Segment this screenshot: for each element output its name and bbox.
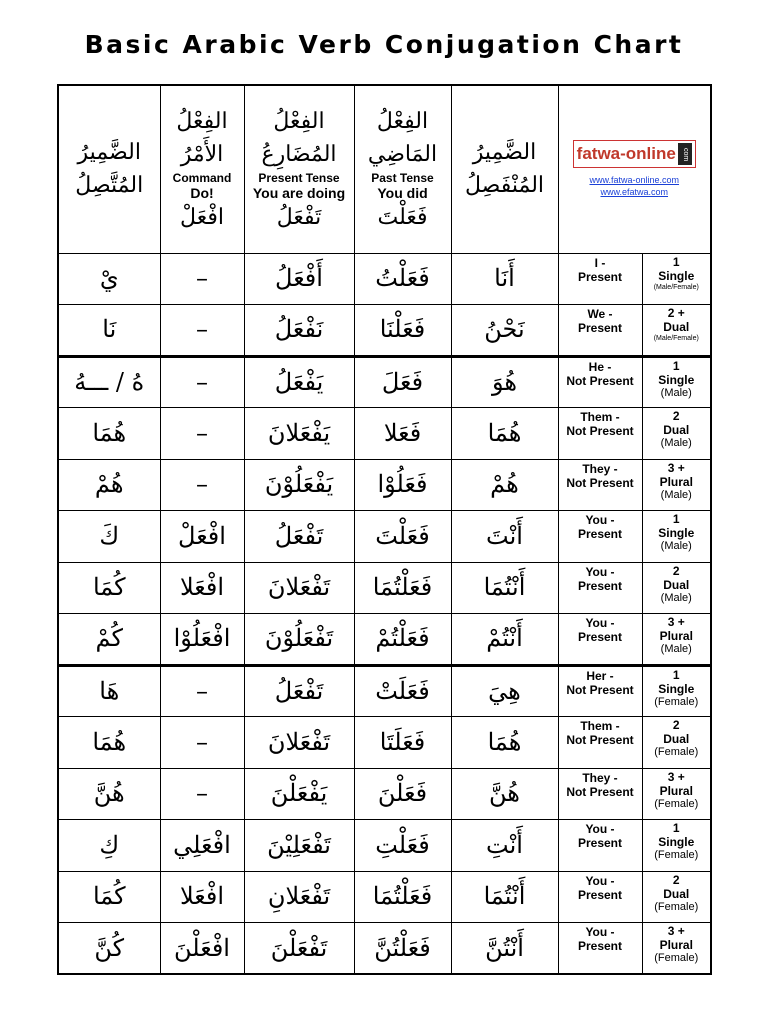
detached-pronoun-cell <box>451 562 558 614</box>
command-cell <box>160 459 244 511</box>
attached-pronoun-cell <box>58 717 160 769</box>
number-cell <box>642 820 711 872</box>
present-cell <box>244 459 354 511</box>
attached-pronoun: هَا <box>99 676 120 705</box>
number-cell <box>642 356 711 408</box>
command-cell <box>160 408 244 460</box>
number-count: 1 <box>672 667 680 682</box>
detached-pronoun: هُوَ <box>491 367 518 396</box>
gender-label: (Male/Female) <box>653 335 699 342</box>
present-form: أَفْعَلُ <box>275 264 323 293</box>
past-cell <box>354 768 451 820</box>
command-form: – <box>196 470 208 499</box>
number-label: Dual <box>663 577 690 592</box>
person-label: He - <box>588 359 612 374</box>
present-form: يَفْعَلانَ <box>267 418 331 447</box>
person-cell <box>558 459 642 511</box>
detached-pronoun: أَنْتَ <box>486 521 523 550</box>
detached-pronoun: أَنْتُمَا <box>483 882 526 911</box>
present-cell <box>244 665 354 717</box>
command-cell <box>160 356 244 408</box>
command-cell <box>160 665 244 717</box>
past-form: فَعَلَتَا <box>379 727 426 756</box>
detached-pronoun-cell <box>451 768 558 820</box>
past-form: فَعَلْتُمْ <box>375 624 430 653</box>
past-cell <box>354 562 451 614</box>
command-form: – <box>196 315 208 344</box>
number-count: 2 <box>672 718 680 732</box>
table-row <box>58 871 711 923</box>
number-cell <box>642 562 711 614</box>
present-form: يَفْعَلُوْنَ <box>264 470 334 499</box>
past-cell <box>354 459 451 511</box>
attached-pronoun: هُمَا <box>92 418 127 447</box>
command-cell <box>160 717 244 769</box>
attached-pronoun-cell <box>58 768 160 820</box>
past-form: فَعَلْتُمَا <box>372 882 433 911</box>
person-cell <box>558 511 642 563</box>
table-row <box>58 768 711 820</box>
present-cell <box>244 356 354 408</box>
person-cell <box>558 768 642 820</box>
person-cell <box>558 356 642 408</box>
number-cell <box>642 871 711 923</box>
person-label: Them - <box>580 410 620 424</box>
command-cell <box>160 253 244 305</box>
gender-label: (Female) <box>654 900 699 913</box>
present-form: تَفْعَلْنَ <box>270 933 328 962</box>
present-cell <box>244 511 354 563</box>
person-label: I - <box>594 255 606 270</box>
detached-pronoun-cell <box>451 511 558 563</box>
present-cell <box>244 408 354 460</box>
past-form: فَعَلْتُ <box>375 264 430 293</box>
fatwa-online-logo <box>573 140 696 168</box>
detached-pronoun-cell <box>451 614 558 666</box>
person-label: They - <box>582 461 618 476</box>
past-cell <box>354 356 451 408</box>
person-cell <box>558 253 642 305</box>
present-form: تَفْعَلِيْنَ <box>267 830 331 859</box>
past-form: فَعَلْتِ <box>375 830 430 859</box>
number-label: Single <box>658 526 695 540</box>
number-label: Plural <box>659 629 693 643</box>
present-form: يَفْعَلْنَ <box>270 779 328 808</box>
person-cell <box>558 923 642 975</box>
past-form: فَعَلَتْ <box>375 676 430 705</box>
attached-pronoun: كُمْ <box>95 624 123 653</box>
attached-pronoun-cell <box>58 305 160 357</box>
command-cell <box>160 562 244 614</box>
header-present-form: تَفْعَلُ <box>276 204 322 230</box>
number-cell <box>642 665 711 717</box>
command-form: – <box>196 418 208 447</box>
number-label: Dual <box>663 886 690 901</box>
present-form: تَفْعَلانِ <box>267 882 331 911</box>
number-label: Single <box>658 681 695 696</box>
detached-pronoun: نَحْنُ <box>484 315 525 344</box>
person-label: They - <box>582 770 618 785</box>
person-label: You - <box>585 513 615 527</box>
attached-pronoun-cell <box>58 923 160 975</box>
person-presence: Present <box>577 321 623 335</box>
detached-pronoun-cell <box>451 923 558 975</box>
header-present-en: Present Tense <box>258 170 340 185</box>
header-past-en: Past Tense <box>371 170 434 185</box>
table-row <box>58 511 711 563</box>
detached-pronoun-cell <box>451 408 558 460</box>
number-label: Dual <box>663 320 690 334</box>
command-form: افْعَلا <box>179 573 225 602</box>
person-label: Them - <box>580 719 620 733</box>
present-cell <box>244 305 354 357</box>
past-cell <box>354 511 451 563</box>
detached-pronoun: أَنَا <box>494 264 515 293</box>
past-form: فَعَلْتُنَّ <box>374 933 431 962</box>
gender-label: (Male) <box>660 540 692 552</box>
number-count: 1 <box>672 821 680 835</box>
past-cell <box>354 408 451 460</box>
number-count: 3 + <box>667 460 685 475</box>
present-cell <box>244 768 354 820</box>
gender-label: (Male/Female) <box>653 283 699 291</box>
number-label: Single <box>658 372 695 387</box>
detached-pronoun-cell <box>451 717 558 769</box>
attached-pronoun: كُمَا <box>92 882 126 911</box>
present-form: تَفْعَلانَ <box>267 573 331 602</box>
command-form: افْعَلا <box>179 882 225 911</box>
person-presence: Not Present <box>566 682 634 697</box>
past-form: فَعَلْنَا <box>379 315 426 344</box>
attached-pronoun: نَا <box>102 315 117 344</box>
table-row <box>58 305 711 357</box>
command-form: – <box>196 264 208 293</box>
command-cell <box>160 923 244 975</box>
past-cell <box>354 871 451 923</box>
gender-label: (Female) <box>654 746 699 758</box>
table-row <box>58 923 711 975</box>
command-form: – <box>196 367 208 396</box>
number-cell <box>642 253 711 305</box>
gender-label: (Female) <box>654 797 699 810</box>
person-presence: Not Present <box>566 784 634 799</box>
person-cell <box>558 562 642 614</box>
command-form: افْعَلِي <box>173 830 231 859</box>
command-form: – <box>196 727 208 756</box>
table-row <box>58 665 711 717</box>
present-form: تَفْعَلانَ <box>267 727 331 756</box>
header-command-ar: الفِعْلُ الأَمْرُ <box>176 108 228 167</box>
attached-pronoun: هُ / ـــهُ <box>74 367 145 396</box>
attached-pronoun: كَ <box>99 521 120 550</box>
person-label: You - <box>585 873 615 888</box>
detached-pronoun-cell <box>451 253 558 305</box>
command-form: – <box>196 676 208 705</box>
past-form: فَعَلْتُمَا <box>372 573 433 602</box>
attached-pronoun-cell <box>58 665 160 717</box>
present-cell <box>244 717 354 769</box>
person-cell <box>558 717 642 769</box>
header-past-en2: You did <box>377 184 428 201</box>
person-presence: Not Present <box>566 373 634 388</box>
gender-label: (Female) <box>654 849 699 861</box>
logo-text: fatwa-online <box>576 144 676 164</box>
header-detached-pronoun <box>451 85 558 253</box>
past-cell <box>354 820 451 872</box>
number-cell <box>642 459 711 511</box>
past-form: فَعَلْتَ <box>375 521 430 550</box>
attached-pronoun-cell <box>58 253 160 305</box>
number-cell <box>642 717 711 769</box>
past-cell <box>354 253 451 305</box>
table-row <box>58 253 711 305</box>
detached-pronoun: أَنْتُمْ <box>486 624 523 653</box>
present-form: تَفْعَلُوْنَ <box>264 624 334 653</box>
page-title: Basic Arabic Verb Conjugation Chart <box>84 30 684 59</box>
detached-pronoun: هِيَ <box>488 676 521 705</box>
detached-pronoun: هُمَا <box>487 727 522 756</box>
number-count: 2 <box>672 409 680 423</box>
past-form: فَعَلْنَ <box>377 779 428 808</box>
past-cell <box>354 614 451 666</box>
person-presence: Not Present <box>566 733 634 747</box>
person-presence: Present <box>577 836 623 850</box>
person-label: Her - <box>586 668 614 683</box>
detached-pronoun-cell <box>451 871 558 923</box>
header-command-en: Command <box>172 170 232 185</box>
present-cell <box>244 923 354 975</box>
header-command-en2: Do! <box>190 184 214 201</box>
number-label: Plural <box>659 938 693 952</box>
command-cell <box>160 871 244 923</box>
table-row <box>58 356 711 408</box>
past-cell <box>354 717 451 769</box>
header-past <box>354 85 451 253</box>
number-count: 3 + <box>667 769 685 784</box>
person-presence: Present <box>577 269 623 284</box>
detached-pronoun: أَنْتِ <box>486 830 523 859</box>
number-label: Dual <box>663 732 690 746</box>
header-command-form: افْعَلْ <box>180 204 224 230</box>
header-present <box>244 85 354 253</box>
past-form: فَعَلَ <box>381 367 424 396</box>
attached-pronoun: هُمْ <box>94 470 124 499</box>
gender-label: (Female) <box>654 952 699 964</box>
attached-pronoun: كُمَا <box>92 573 126 602</box>
command-cell <box>160 614 244 666</box>
gender-label: (Female) <box>654 695 699 708</box>
past-form: فَعَلُوْا <box>377 470 428 499</box>
past-cell <box>354 305 451 357</box>
detached-pronoun-cell <box>451 459 558 511</box>
present-cell <box>244 562 354 614</box>
person-cell <box>558 408 642 460</box>
header-logo-cell <box>558 85 711 253</box>
detached-pronoun-cell <box>451 820 558 872</box>
link-fatwa-online[interactable]: www.fatwa-online.com <box>589 175 680 186</box>
command-form: افْعَلْنَ <box>174 933 230 962</box>
number-count: 1 <box>672 254 680 269</box>
past-cell <box>354 665 451 717</box>
person-presence: Present <box>577 578 623 593</box>
detached-pronoun: أَنْتُنَّ <box>485 933 524 962</box>
header-present-en2: You are doing <box>252 184 346 201</box>
command-cell <box>160 820 244 872</box>
header-past-form: فَعَلْتَ <box>377 204 428 230</box>
number-count: 1 <box>672 512 680 526</box>
table-row <box>58 614 711 666</box>
present-form: يَفْعَلُ <box>274 367 324 396</box>
header-attached-pronoun-text: الضَّمِيرُ المُتَّصِلُ <box>75 140 144 199</box>
person-label: You - <box>585 925 615 939</box>
attached-pronoun-cell <box>58 511 160 563</box>
table-row <box>58 562 711 614</box>
gender-label: (Male) <box>660 386 692 399</box>
person-presence: Not Present <box>566 475 634 490</box>
person-presence: Present <box>577 630 623 644</box>
table-row <box>58 408 711 460</box>
number-cell <box>642 768 711 820</box>
person-label: You - <box>585 564 615 579</box>
number-cell <box>642 408 711 460</box>
attached-pronoun: هُنَّ <box>93 779 125 808</box>
person-presence: Present <box>577 887 623 902</box>
number-count: 1 <box>672 358 680 373</box>
link-efatwa[interactable]: www.efatwa.com <box>600 187 669 198</box>
table-row <box>58 717 711 769</box>
header-command <box>160 85 244 253</box>
present-cell <box>244 871 354 923</box>
person-cell <box>558 305 642 357</box>
attached-pronoun: كِ <box>99 830 120 859</box>
detached-pronoun: هُمَا <box>487 418 522 447</box>
gender-label: (Male) <box>660 643 692 655</box>
attached-pronoun-cell <box>58 459 160 511</box>
present-cell <box>244 253 354 305</box>
detached-pronoun: هُمْ <box>490 470 519 499</box>
number-count: 2 <box>672 563 680 578</box>
present-form: نَفْعَلُ <box>274 315 324 344</box>
number-label: Plural <box>659 783 693 798</box>
detached-pronoun: هُنَّ <box>489 779 520 808</box>
present-cell <box>244 614 354 666</box>
command-cell <box>160 511 244 563</box>
person-presence: Not Present <box>566 424 634 438</box>
command-form: – <box>196 779 208 808</box>
number-cell <box>642 614 711 666</box>
number-count: 2 <box>672 872 680 887</box>
attached-pronoun: هُمَا <box>92 727 127 756</box>
logo-suffix: com <box>678 143 692 165</box>
past-form: فَعَلا <box>383 418 422 447</box>
number-count: 3 + <box>667 615 685 629</box>
person-cell <box>558 665 642 717</box>
number-count: 3 + <box>667 924 685 938</box>
table-row <box>58 459 711 511</box>
gender-label: (Male) <box>660 437 692 449</box>
attached-pronoun-cell <box>58 562 160 614</box>
number-label: Dual <box>663 423 690 437</box>
conjugation-table <box>57 84 712 975</box>
number-label: Single <box>658 268 695 283</box>
gender-label: (Male) <box>660 488 692 501</box>
detached-pronoun: أَنْتُمَا <box>483 573 526 602</box>
person-label: You - <box>585 822 615 836</box>
present-form: تَفْعَلُ <box>274 521 324 550</box>
attached-pronoun: كُنَّ <box>94 933 125 962</box>
attached-pronoun-cell <box>58 820 160 872</box>
number-count: 2 + <box>667 306 685 320</box>
person-presence: Present <box>577 939 623 953</box>
person-label: You - <box>585 616 615 630</box>
number-cell <box>642 305 711 357</box>
detached-pronoun-cell <box>451 356 558 408</box>
number-cell <box>642 923 711 975</box>
command-cell <box>160 305 244 357</box>
person-presence: Present <box>577 527 623 541</box>
attached-pronoun: يْ <box>99 264 119 293</box>
detached-pronoun-cell <box>451 665 558 717</box>
command-form: افْعَلْ <box>178 521 226 550</box>
number-label: Plural <box>659 474 693 489</box>
detached-pronoun-cell <box>451 305 558 357</box>
gender-label: (Male) <box>660 591 692 604</box>
number-label: Single <box>658 835 695 849</box>
attached-pronoun-cell <box>58 408 160 460</box>
header-detached-pronoun-text: الضَّمِيرُ المُنْفَصِلُ <box>464 140 545 199</box>
present-cell <box>244 820 354 872</box>
attached-pronoun-cell <box>58 871 160 923</box>
header-attached-pronoun <box>58 85 160 253</box>
person-cell <box>558 614 642 666</box>
person-cell <box>558 871 642 923</box>
present-form: تَفْعَلُ <box>274 676 324 705</box>
number-cell <box>642 511 711 563</box>
attached-pronoun-cell <box>58 356 160 408</box>
header-past-ar: الفِعْلُ المَاضِي <box>367 108 438 167</box>
past-cell <box>354 923 451 975</box>
table-row <box>58 820 711 872</box>
header-present-ar: الفِعْلُ المُضَارِعُ <box>261 108 337 167</box>
person-cell <box>558 820 642 872</box>
header-row <box>58 85 711 253</box>
attached-pronoun-cell <box>58 614 160 666</box>
command-form: افْعَلُوْا <box>173 624 231 653</box>
command-cell <box>160 768 244 820</box>
person-label: We - <box>587 307 613 321</box>
